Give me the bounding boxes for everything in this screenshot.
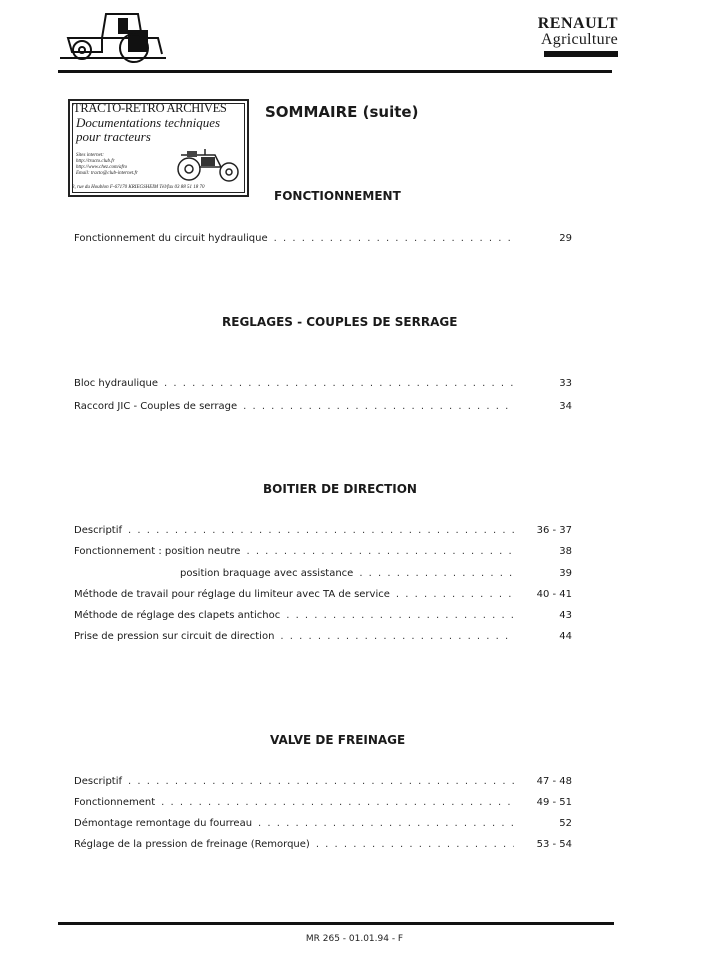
page-title: SOMMAIRE (suite)	[265, 103, 419, 121]
footer-rule	[58, 922, 614, 925]
toc-entry-page: 39	[559, 568, 572, 579]
toc-entry-label: Méthode de réglage des clapets antichoc	[74, 610, 281, 621]
toc-entry-page: 33	[559, 378, 572, 389]
brand-block	[538, 16, 618, 57]
toc-entry	[74, 233, 572, 249]
section-title-boitier-direction: BOITIER DE DIRECTION	[263, 482, 417, 496]
stamp-sites-label: Sites internet:	[76, 153, 104, 158]
toc-entry-label: Prise de pression sur circuit de direction	[74, 631, 275, 642]
brand-subtitle: Agriculture	[540, 31, 618, 48]
toc-entry	[180, 568, 572, 584]
header-rule	[58, 70, 612, 73]
stamp-site-1: http://tracto.club.fr	[76, 159, 115, 164]
toc-entry-page: 34	[559, 401, 572, 412]
stamp-line-1: Documentations techniques	[76, 115, 221, 130]
toc-entry-page: 38	[559, 546, 572, 557]
toc-entry-page: 47 - 48	[536, 776, 572, 787]
toc-entry-page: 52	[559, 818, 572, 829]
toc-entry	[74, 589, 572, 605]
toc-entry-page: 44	[559, 631, 572, 642]
toc-entry	[74, 401, 572, 417]
section-title-valve-freinage: VALVE DE FREINAGE	[270, 733, 406, 747]
stamp-line-2: pour tracteurs	[76, 129, 151, 144]
stamp-email: Email: tracto@club-internet.fr	[76, 171, 138, 176]
toc-entry-label: position braquage avec assistance	[180, 568, 354, 579]
stamp-title: TRACTO-RETRO ARCHIVES	[73, 101, 227, 115]
toc-entry	[74, 378, 572, 394]
toc-entry	[74, 818, 572, 834]
toc-entry-label: Fonctionnement du circuit hydraulique	[74, 233, 268, 244]
brand-bar	[544, 51, 618, 57]
toc-entry-label: Bloc hydraulique	[74, 378, 159, 389]
toc-entry-page: 43	[559, 610, 572, 621]
stamp-site-2: http://www.chez.com/afro	[76, 165, 128, 170]
toc-entry-label: Méthode de travail pour réglage du limiteur avec TA de service	[74, 589, 390, 600]
toc-entry-label: Fonctionnement	[74, 797, 156, 808]
toc-entry-label: Démontage remontage du fourreau	[74, 818, 253, 829]
toc-entry-page: 40 - 41	[536, 589, 572, 600]
section-title-reglages: REGLAGES - COUPLES DE SERRAGE	[222, 315, 458, 329]
toc-entry-page: 29	[559, 233, 572, 244]
section-title-fonctionnement: FONCTIONNEMENT	[274, 189, 401, 203]
stamp-address: 3, rue du Houblon F-67170 KRIEGSHEIM Tél/fax 03 88 51 18 70	[72, 185, 205, 190]
toc-entry	[74, 839, 572, 855]
brand-name: RENAULT	[537, 15, 618, 32]
toc-entry	[74, 525, 572, 541]
tractor-logo-icon	[58, 8, 168, 64]
toc-entry-label: Raccord JIC - Couples de serrage	[74, 401, 238, 412]
toc-entry-page: 53 - 54	[536, 839, 572, 850]
toc-entry-label: Fonctionnement : position neutre	[74, 546, 241, 557]
toc-entry	[74, 797, 572, 813]
toc-entry	[74, 631, 572, 647]
toc-entry	[74, 546, 572, 562]
toc-entry-label: Descriptif	[74, 776, 123, 787]
toc-entry-label: Réglage de la pression de freinage (Remorque)	[74, 839, 310, 850]
vintage-tractor-icon	[175, 145, 241, 183]
document-reference: MR 265 - 01.01.94 - F	[305, 934, 404, 944]
archive-stamp	[68, 99, 249, 197]
toc-entry-page: 36 - 37	[536, 525, 572, 536]
toc-entry	[74, 776, 572, 792]
toc-entry-label: Descriptif	[74, 525, 123, 536]
toc-entry	[74, 610, 572, 626]
toc-entry-page: 49 - 51	[536, 797, 572, 808]
